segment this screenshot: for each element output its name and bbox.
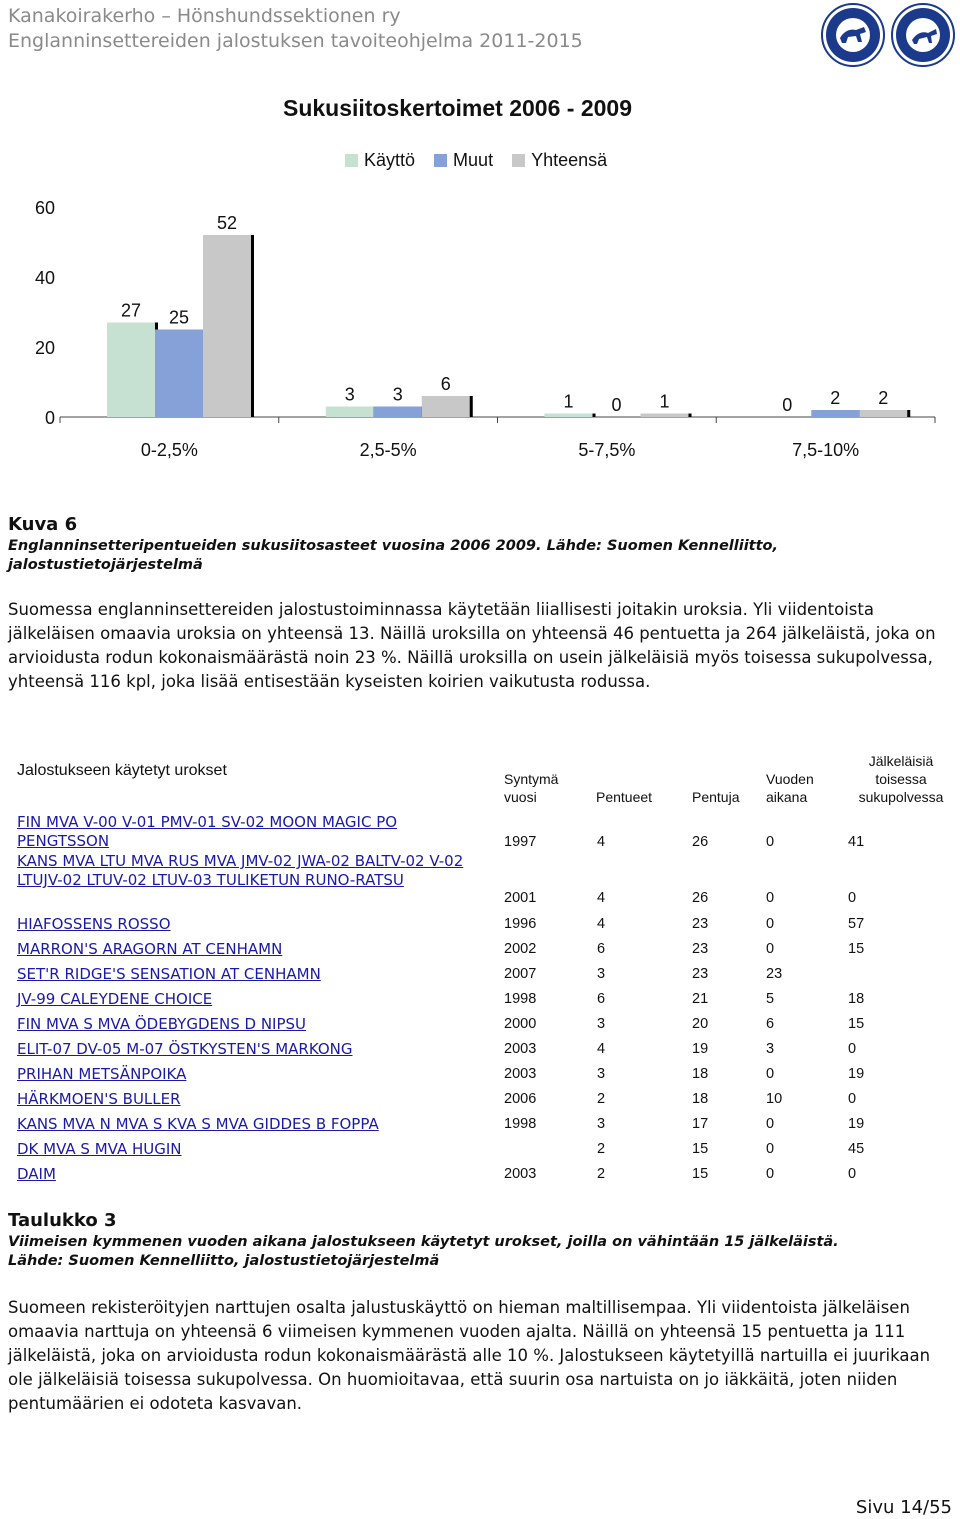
y-tick-label: 40: [34, 268, 55, 288]
bar-kytt: [545, 414, 593, 418]
table-caption-line2: Lähde: Suomen Kennelliitto, jalostustietojärjestelmä: [8, 1253, 440, 1269]
data-label: 2: [878, 388, 889, 408]
cell-litters: 6: [597, 991, 606, 1007]
cell-pups: 20: [692, 1016, 709, 1032]
cell-second: 15: [848, 1016, 865, 1032]
legend-swatch-muut: [434, 154, 447, 167]
data-label: 6: [440, 374, 451, 394]
male-name-link[interactable]: DAIM: [17, 1165, 56, 1183]
bar-chart: [0, 180, 960, 470]
bar-yhteens: [422, 396, 470, 417]
x-category-label: 0-2,5%: [140, 440, 198, 460]
cell-pups: 23: [692, 941, 709, 957]
cell-litters: 3: [597, 966, 606, 982]
chart-title: Sukusiitoskertoimet 2006 - 2009: [283, 95, 632, 121]
bar-kytt: [107, 323, 155, 418]
legend-label-kaytto: Käyttö: [364, 150, 416, 170]
x-category-label: 2,5-5%: [359, 440, 417, 460]
cell-litters: 3: [597, 1066, 606, 1082]
cell-year: 0: [766, 890, 775, 906]
legend-swatch-yhteensa: [512, 154, 525, 167]
cell-pups: 23: [692, 916, 709, 932]
data-label: 0: [782, 395, 793, 415]
cell-litters: 4: [597, 890, 606, 906]
cell-litters: 3: [597, 1016, 606, 1032]
cell-second: 45: [848, 1141, 865, 1157]
bar-muut: [155, 330, 203, 418]
cell-year: 0: [766, 834, 775, 850]
cell-year: 0: [766, 941, 775, 957]
x-category-label: 5-7,5%: [578, 440, 636, 460]
cell-pups: 26: [692, 890, 709, 906]
legend-item-kaytto: [345, 150, 415, 170]
cell-pups: 17: [692, 1116, 709, 1132]
logos: [820, 2, 956, 68]
legend-label-muut: Muut: [453, 150, 494, 170]
paragraph-females: Suomeen rekisteröityjen narttujen osalta jalustuskäyttö on hieman maltillisempaa. Yli viidentoista jälkeläisen omaavia narttuja on yhteensä 6 viimeisen kymmenen vuoden ajalta. Näillä on yhteensä 15 pentuetta ja 111 jälkeläistä, joka on arvioidusta rodun kokonaismäärästä alle 10 %. Jalostukseen käytetyillä nartuilla ei juurikaan ole jälkeläisiä toisessa sukupolvessa. On huomioitavaa, että suurin osa nartuista on jo iäkkäitä, joten niiden pentumäärien ei odoteta kasvavan.: [8, 1298, 931, 1413]
cell-second: 15: [848, 941, 865, 957]
paragraph-males: Suomessa englanninsettereiden jalostustoiminnassa käytetään liiallisesti joitakin uroksia. Yli viidentoista jälkeläisen omaavia uroksia on yhteensä 13. Näillä uroksilla on yhteensä 46 pentuetta ja 264 jälkeläistä, joka on arvioidusta rodun kokonaismäärästä noin 23 %. Näillä uroksilla on usein jälkeläisiä myös toisessa sukupolvessa, yhteensä 116 kpl, joka lisää entisestään kyseisten koirien vaikutusta rodussa.: [8, 600, 936, 691]
chart-legend: [345, 150, 621, 171]
cell-year: 0: [766, 1066, 775, 1082]
male-name-link[interactable]: HIAFOSSENS ROSSO: [17, 915, 171, 933]
data-label: 1: [563, 391, 574, 412]
cell-born: 1998: [504, 1116, 537, 1132]
cell-pups: 23: [692, 966, 709, 982]
cell-born: 2006: [504, 1091, 537, 1107]
table-caption-title: Taulukko 3: [8, 1210, 117, 1231]
male-name-link[interactable]: FIN MVA V-00 V-01 PMV-01 SV-02 MOON MAGIC PO PENGTSSON: [17, 813, 398, 850]
table-header-born: Syntymä vuosi: [504, 771, 559, 805]
cell-litters: 2: [597, 1166, 606, 1182]
cell-litters: 2: [597, 1091, 606, 1107]
legend-label-yhteensa: Yhteensä: [531, 150, 608, 170]
cell-litters: 4: [597, 916, 606, 932]
figure-caption-line2: jalostustietojärjestelmä: [8, 557, 203, 573]
kkk-hhs-logo: [892, 4, 954, 66]
table-header-name: Jalostukseen käytetyt urokset: [17, 762, 227, 779]
bar-muut: [374, 407, 422, 418]
cell-born: 2003: [504, 1166, 537, 1182]
cell-litters: 6: [597, 941, 606, 957]
cell-second: 0: [848, 1091, 857, 1107]
cell-pups: 15: [692, 1141, 709, 1157]
cell-pups: 15: [692, 1166, 709, 1182]
cell-born: 2000: [504, 1016, 537, 1032]
male-name-link[interactable]: KANS MVA N MVA S KVA S MVA GIDDES B FOPPA: [17, 1115, 379, 1133]
cell-litters: 4: [597, 1041, 606, 1057]
y-tick-label: 60: [34, 198, 55, 218]
data-label: 2: [830, 388, 841, 408]
male-name-link[interactable]: DK MVA S MVA HUGIN: [17, 1140, 182, 1158]
legend-item-yhteensa: [512, 150, 607, 170]
cell-second: 0: [848, 1041, 857, 1057]
y-tick-label: 20: [34, 338, 55, 358]
legend-swatch-kaytto: [345, 154, 358, 167]
bar-kytt: [326, 407, 374, 418]
cell-born: 1996: [504, 916, 537, 932]
cell-year: 5: [766, 991, 775, 1007]
table-header-year: Vuoden aikana: [766, 771, 814, 805]
data-label: 52: [216, 213, 238, 233]
bar-muut: [811, 410, 859, 417]
cell-pups: 26: [692, 834, 709, 850]
table-header-litters: Pentueet: [596, 789, 653, 805]
cell-litters: 4: [597, 834, 606, 850]
cell-second: 19: [848, 1066, 865, 1082]
cell-second: 0: [848, 1166, 857, 1182]
cell-second: 18: [848, 991, 865, 1007]
cell-litters: 3: [597, 1116, 606, 1132]
cell-second: 57: [848, 916, 865, 932]
male-name-link[interactable]: JV-99 CALEYDENE CHOICE: [17, 990, 213, 1008]
cell-pups: 21: [692, 991, 709, 1007]
cell-year: 23: [766, 966, 783, 982]
page-number: Sivu 14/55: [855, 1497, 952, 1518]
data-label: 3: [392, 384, 403, 405]
cell-born: 1997: [504, 834, 537, 850]
cell-born: 1998: [504, 991, 537, 1007]
header-org-name: Kanakoirakerho – Hönshundssektionen ry: [8, 5, 401, 27]
header-document-title: Englanninsettereiden jalostuksen tavoiteohjelma 2011-2015: [8, 30, 583, 52]
male-name-link[interactable]: MARRON'S ARAGORN AT CENHAMN: [17, 940, 283, 958]
male-name-link[interactable]: PRIHAN METSÄNPOIKA: [17, 1065, 187, 1083]
cell-litters: 2: [597, 1141, 606, 1157]
cell-born: 2002: [504, 941, 537, 957]
cell-second: 19: [848, 1116, 865, 1132]
male-name-link[interactable]: SET'R RIDGE'S SENSATION AT CENHAMN: [17, 965, 321, 983]
cell-second: 0: [848, 890, 857, 906]
cell-year: 0: [766, 916, 775, 932]
data-label: 25: [168, 307, 190, 328]
cell-year: 0: [766, 1116, 775, 1132]
cell-year: 3: [766, 1041, 775, 1057]
table-header-pups: Pentuja: [692, 789, 740, 805]
cell-born: 2003: [504, 1041, 537, 1057]
bar-yhteens: [859, 410, 907, 417]
cell-year: 0: [766, 1141, 775, 1157]
figure-caption-line1: Englanninsetteripentueiden sukusiitosasteet vuosina 2006 2009. Lähde: Suomen Kennelliitto,: [8, 538, 779, 554]
male-name-link[interactable]: ELIT-07 DV-05 M-07 ÖSTKYSTEN'S MARKONG: [17, 1040, 353, 1058]
table-header-second: Jälkeläisiä toisessa sukupolvessa: [858, 753, 944, 805]
cell-pups: 19: [692, 1041, 709, 1057]
x-category-label: 7,5-10%: [792, 440, 860, 460]
cell-pups: 18: [692, 1066, 709, 1082]
cell-born: 2007: [504, 966, 537, 982]
male-name-link[interactable]: KANS MVA LTU MVA RUS MVA JMV-02 JWA-02 BALTV-02 V-02 LTUJV-02 LTUV-02 LTUV-03 TULIKETUN RUNO-RATSU: [17, 852, 464, 889]
legend-item-muut: [434, 150, 493, 170]
cell-born: 2003: [504, 1066, 537, 1082]
data-label: 3: [344, 384, 355, 405]
male-name-link[interactable]: HÄRKMOEN'S BULLER: [17, 1090, 181, 1108]
bar-yhteens: [641, 414, 689, 418]
cell-year: 10: [766, 1091, 783, 1107]
data-label: 27: [120, 300, 142, 321]
cell-second: 41: [848, 834, 865, 850]
data-label: 1: [659, 391, 670, 412]
cell-year: 0: [766, 1166, 775, 1182]
male-name-link[interactable]: FIN MVA S MVA ÖDEBYGDENS D NIPSU: [17, 1015, 307, 1033]
table-caption-line1: Viimeisen kymmenen vuoden aikana jalostukseen käytetyt urokset, joilla on vähintään 15 jälkeläistä.: [8, 1234, 839, 1250]
y-tick-label: 0: [44, 408, 55, 428]
cell-pups: 18: [692, 1091, 709, 1107]
cell-year: 6: [766, 1016, 775, 1032]
data-label: 0: [611, 395, 622, 415]
bar-yhteens: [203, 235, 251, 417]
kanakoirakerho-logo: [822, 4, 884, 66]
figure-caption-title: Kuva 6: [8, 514, 78, 535]
cell-born: 2001: [504, 890, 537, 906]
